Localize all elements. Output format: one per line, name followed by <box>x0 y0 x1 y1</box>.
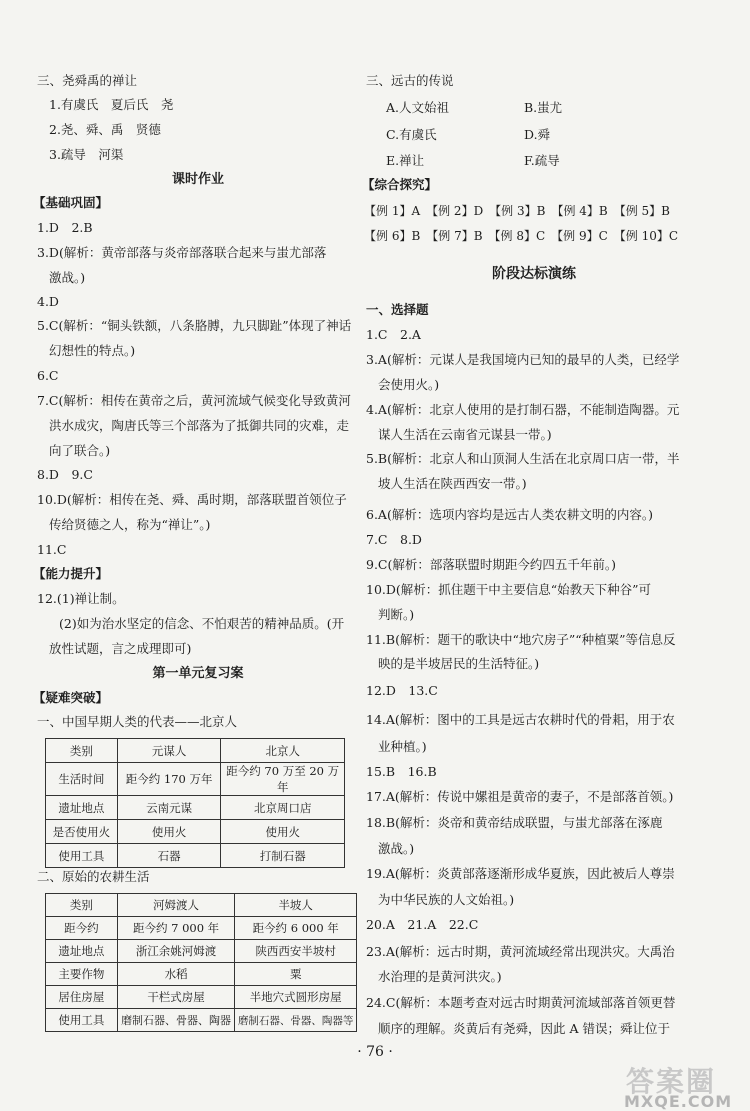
table-cell: 距今约 7 000 年 <box>117 917 235 940</box>
table-row <box>46 763 345 796</box>
answer-line: 向了联合。) <box>49 443 111 458</box>
example-answers-row-1: 【例 1】A 【例 2】D 【例 3】B 【例 4】B 【例 5】B <box>364 204 670 218</box>
table-header-cell: 类别 <box>46 739 118 763</box>
table-cell: 磨制石器、骨器、陶器 <box>117 1009 235 1032</box>
table-cell: 云南元谋 <box>117 796 221 820</box>
answer-line: 5.C(解析：“铜头铁额，八条胳膊，九只脚趾”体现了神话 <box>37 318 352 333</box>
table-header-cell: 北京人 <box>221 739 345 763</box>
answer-line: 2.尧、舜、禹 贤德 <box>49 122 161 137</box>
page-number: · 76 · <box>357 1044 393 1060</box>
answer-line: 水治理的是黄河洪灾。) <box>378 969 502 984</box>
answer-line: 11.B(解析：题干的歌诀中“地穴房子”“种植粟”等信息反 <box>366 632 676 647</box>
table-row <box>46 820 345 844</box>
answer-line: 17.A(解析：传说中嫘祖是黄帝的妻子，不是部落首领。) <box>366 789 674 804</box>
answer-line: 6.A(解析：选项内容均是远古人类农耕文明的内容。) <box>366 507 653 522</box>
answer-line: 映的是半坡居民的生活特征。) <box>378 656 540 671</box>
section-yao-title: 三、尧舜禹的禅让 <box>37 73 138 88</box>
section-title-2: 二、原始的农耕生活 <box>37 869 150 884</box>
answer-line: 20.A 21.A 22.C <box>366 917 479 932</box>
section-legend-title: 三、远古的传说 <box>366 73 454 88</box>
answer-line: 3.A(解析：元谋人是我国境内已知的最早的人类，已经学 <box>366 352 680 367</box>
answer-line: 12.(1)禅让制。 <box>37 591 125 606</box>
table-cell: 干栏式房屋 <box>117 986 235 1009</box>
table-cell: 使用工具 <box>46 844 118 868</box>
answer-line: 为中华民族的人文始祖。) <box>378 892 515 907</box>
answer-line: 14.A(解析：图中的工具是远古农耕时代的骨耜，用于农 <box>366 712 675 727</box>
answer-line: 谋人生活在云南省元谋县一带。) <box>378 427 552 442</box>
table-row <box>46 894 357 917</box>
table-cell: 主要作物 <box>46 963 118 986</box>
answer-line: 1.C 2.A <box>366 327 421 342</box>
table-cell: 陕西西安半坡村 <box>235 940 357 963</box>
answer-line: 24.C(解析：本题考查对远古时期黄河流域部落首领更替 <box>366 995 676 1010</box>
answer-line: 洪水成灾，陶唐氏等三个部落为了抵御共同的灾难，走 <box>49 418 350 433</box>
table-cell: 浙江余姚河姆渡 <box>117 940 235 963</box>
answer-line: 坡人生活在陕西西安一带。) <box>378 476 527 491</box>
tag-comprehensive: 【综合探究】 <box>362 177 438 192</box>
answer-line: 23.A(解析：远古时期，黄河流域经常出现洪灾。大禹治 <box>366 944 675 959</box>
table-cell: 使用火 <box>117 820 221 844</box>
table-cell: 距今约 <box>46 917 118 940</box>
table-cell: 遗址地点 <box>46 796 118 820</box>
table-cell: 距今约 170 万年 <box>117 763 221 796</box>
table-cell: 距今约 70 万至 20 万年 <box>221 763 345 796</box>
unit-heading: 第一单元复习案 <box>152 666 244 681</box>
table-cell: 打制石器 <box>221 844 345 868</box>
example-answers-row-2: 【例 6】B 【例 7】B 【例 8】C 【例 9】C 【例 10】C <box>364 229 679 243</box>
answer-line: 10.D(解析：相传在尧、舜、禹时期，部落联盟首领位子 <box>37 492 347 507</box>
table-farming-life <box>45 893 357 1032</box>
answer-line: 1.有虞氏 夏后氏 尧 <box>49 97 174 112</box>
table-cell: 居住房屋 <box>46 986 118 1009</box>
answer-line: 判断。) <box>378 607 415 622</box>
watermark-logo <box>620 1060 740 1111</box>
answer-line: 激战。) <box>378 841 415 856</box>
table-cell: 使用工具 <box>46 1009 118 1032</box>
table-header-cell: 元谋人 <box>117 739 221 763</box>
answer-line: 18.B(解析：炎帝和黄帝结成联盟，与蚩尤部落在涿鹿 <box>366 815 663 830</box>
table-row <box>46 963 357 986</box>
option-f: F.疏导 <box>524 153 560 168</box>
homework-heading: 课时作业 <box>171 172 224 187</box>
table-row <box>46 940 357 963</box>
table-header-cell: 河姆渡人 <box>117 894 235 917</box>
table-header-cell: 类别 <box>46 894 118 917</box>
answer-line: 10.D(解析：抓住题干中主要信息“始教天下种谷”可 <box>366 582 652 597</box>
watermark-en: MXQE.COM <box>624 1092 733 1111</box>
table-row <box>46 1009 357 1032</box>
answer-line: 7.C(解析：相传在黄帝之后，黄河流域气候变化导致黄河 <box>37 393 351 408</box>
table-cell: 生活时间 <box>46 763 118 796</box>
option-b: B.蚩尤 <box>524 100 563 115</box>
table-row <box>46 844 345 868</box>
answer-line: 3.疏导 河渠 <box>49 147 124 162</box>
answer-line: 15.B 16.B <box>366 764 437 779</box>
answer-line: 5.B(解析：北京人和山顶洞人生活在北京周口店一带，半 <box>366 451 680 466</box>
section-choice-title: 一、选择题 <box>366 302 429 317</box>
answer-line: 会使用火。) <box>378 377 440 392</box>
answer-line: (2)如为治水坚定的信念、不怕艰苦的精神品质。(开 <box>59 616 345 631</box>
answer-line: 8.D 9.C <box>37 467 93 482</box>
table-cell: 磨制石器、骨器、陶器等 <box>235 1009 357 1032</box>
table-row <box>46 917 357 940</box>
answer-line: 19.A(解析：炎黄部落逐渐形成华夏族，因此被后人尊崇 <box>366 866 675 881</box>
answer-line: 1.D 2.B <box>37 220 93 235</box>
table-cell: 距今约 6 000 年 <box>235 917 357 940</box>
answer-line: 业种植。) <box>378 739 427 754</box>
answer-line: 顺序的理解。炎黄后有尧舜，因此 A 错误；舜让位于 <box>378 1021 670 1036</box>
answer-line: 3.D(解析：黄帝部落与炎帝部落联合起来与蚩尤部落 <box>37 245 327 260</box>
answer-line: 传给贤德之人，称为“禅让”。) <box>49 517 211 532</box>
answer-line: 6.C <box>37 368 59 383</box>
table-cell: 北京周口店 <box>221 796 345 820</box>
answer-line: 幻想性的特点。) <box>49 343 136 358</box>
answer-line: 4.A(解析：北京人使用的是打制石器，不能制造陶器。元 <box>366 402 680 417</box>
answer-line: 9.C(解析：部落联盟时期距今约四五千年前。) <box>366 557 616 572</box>
watermark-cn: 答案圈 <box>626 1065 717 1098</box>
tag-basic: 【基础巩固】 <box>33 195 109 210</box>
answer-line: 7.C 8.D <box>366 532 422 547</box>
table-cell: 遗址地点 <box>46 940 118 963</box>
table-row <box>46 796 345 820</box>
table-cell: 是否使用火 <box>46 820 118 844</box>
table-row <box>46 739 345 763</box>
answer-line: 12.D 13.C <box>366 683 438 698</box>
answer-line: 11.C <box>37 542 67 557</box>
table-cell: 粟 <box>235 963 357 986</box>
option-d: D.舜 <box>524 127 551 142</box>
answer-line: 4.D <box>37 294 59 309</box>
table-cell: 半地穴式圆形房屋 <box>235 986 357 1009</box>
section-title-1: 一、中国早期人类的代表——北京人 <box>37 714 238 729</box>
stage-heading: 阶段达标演练 <box>492 266 576 282</box>
table-row <box>46 986 357 1009</box>
tag-ability: 【能力提升】 <box>33 566 109 581</box>
table-early-humans <box>45 738 345 868</box>
option-c: C.有虞氏 <box>386 127 437 142</box>
table-header-cell: 半坡人 <box>235 894 357 917</box>
table-cell: 水稻 <box>117 963 235 986</box>
table-cell: 石器 <box>117 844 221 868</box>
tag-difficulty: 【疑难突破】 <box>33 690 109 705</box>
table-cell: 使用火 <box>221 820 345 844</box>
option-e: E.禅让 <box>386 153 425 168</box>
answer-line: 激战。) <box>49 270 86 285</box>
option-a: A.人文始祖 <box>386 100 450 115</box>
answer-line: 放性试题，言之成理即可) <box>49 641 192 656</box>
